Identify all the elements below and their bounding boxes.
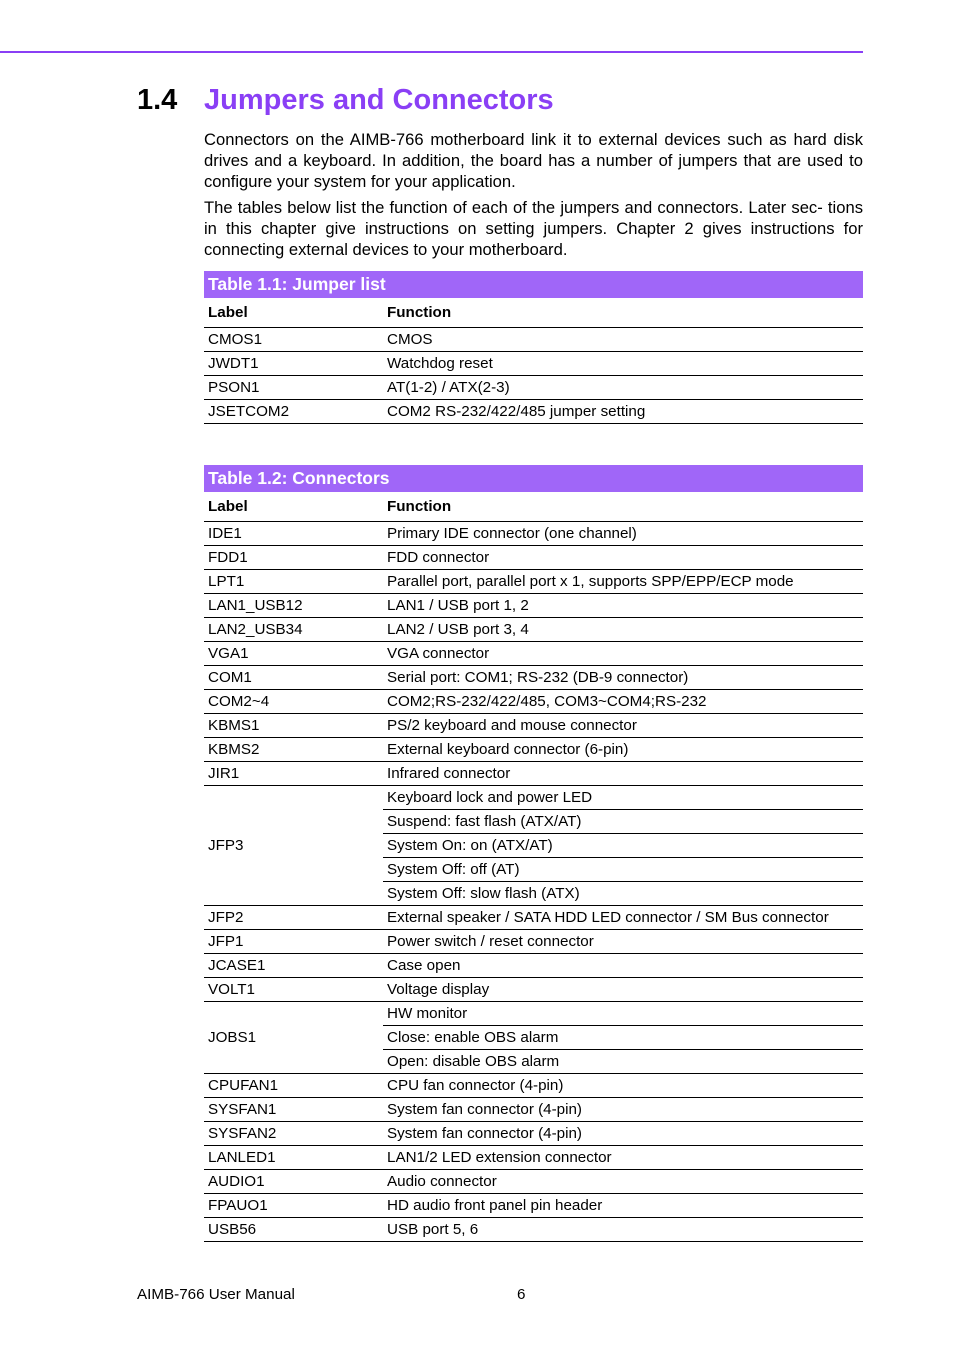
connector-table <box>204 492 863 1242</box>
table-row <box>204 328 863 352</box>
cell-function: Suspend: fast flash (ATX/AT) <box>383 810 863 834</box>
table-row <box>204 546 863 570</box>
table-row <box>204 570 863 594</box>
intro-paragraph-1: Connectors on the AIMB-766 motherboard link it to external devices such as hard disk drives and a keyboard. In addition, the board has a number of jumpers that are used to configure your system for your application. <box>204 130 863 191</box>
table-row <box>204 954 863 978</box>
table-row <box>204 1002 863 1026</box>
cell-label: LAN1_USB12 <box>204 594 383 618</box>
header-function: Function <box>383 298 863 328</box>
cell-label: COM2~4 <box>204 690 383 714</box>
cell-label: AUDIO1 <box>204 1170 383 1194</box>
connector-table-caption: Table 1.2: Connectors <box>204 465 863 492</box>
table-row <box>204 1098 863 1122</box>
cell-label: KBMS2 <box>204 738 383 762</box>
connector-table-body <box>204 522 863 1242</box>
cell-function: External keyboard connector (6-pin) <box>383 738 863 762</box>
table-row <box>204 522 863 546</box>
cell-label: JFP1 <box>204 930 383 954</box>
cell-label: FDD1 <box>204 546 383 570</box>
table-row <box>204 352 863 376</box>
table-header-row <box>204 492 863 522</box>
cell-function: AT(1-2) / ATX(2-3) <box>383 376 863 400</box>
cell-function: HW monitor <box>383 1002 863 1026</box>
table-row <box>204 1218 863 1242</box>
header-rule <box>0 51 863 53</box>
table-row <box>204 618 863 642</box>
cell-function: COM2;RS-232/422/485, COM3~COM4;RS-232 <box>383 690 863 714</box>
cell-function: LAN2 / USB port 3, 4 <box>383 618 863 642</box>
section-title: Jumpers and Connectors <box>204 84 554 116</box>
table-row <box>204 762 863 786</box>
cell-function: Audio connector <box>383 1170 863 1194</box>
jumper-table-caption: Table 1.1: Jumper list <box>204 271 863 298</box>
cell-function: Parallel port, parallel port x 1, supports SPP/EPP/ECP mode <box>383 570 863 594</box>
cell-label: CMOS1 <box>204 328 383 352</box>
table-row <box>204 642 863 666</box>
cell-function: LAN1 / USB port 1, 2 <box>383 594 863 618</box>
table-row <box>204 714 863 738</box>
table-row <box>204 978 863 1002</box>
cell-function: Watchdog reset <box>383 352 863 376</box>
cell-function: External speaker / SATA HDD LED connector / SM Bus connector <box>383 906 863 930</box>
cell-label: JFP3 <box>204 786 383 906</box>
cell-function: COM2 RS-232/422/485 jumper setting <box>383 400 863 424</box>
cell-function: Primary IDE connector (one channel) <box>383 522 863 546</box>
cell-label: JOBS1 <box>204 1002 383 1074</box>
table-row <box>204 594 863 618</box>
cell-label: LPT1 <box>204 570 383 594</box>
cell-function: HD audio front panel pin header <box>383 1194 863 1218</box>
cell-function: VGA connector <box>383 642 863 666</box>
cell-label: JWDT1 <box>204 352 383 376</box>
cell-function: CPU fan connector (4-pin) <box>383 1074 863 1098</box>
jumper-table <box>204 298 863 424</box>
cell-function: Case open <box>383 954 863 978</box>
cell-label: VGA1 <box>204 642 383 666</box>
table-row <box>204 376 863 400</box>
table-row <box>204 930 863 954</box>
header-label: Label <box>204 492 383 522</box>
cell-function: Serial port: COM1; RS-232 (DB-9 connector) <box>383 666 863 690</box>
table-header-row <box>204 298 863 328</box>
table-row <box>204 1146 863 1170</box>
cell-label: JCASE1 <box>204 954 383 978</box>
cell-label: LAN2_USB34 <box>204 618 383 642</box>
cell-function: System fan connector (4-pin) <box>383 1122 863 1146</box>
cell-function: System Off: off (AT) <box>383 858 863 882</box>
cell-function: Close: enable OBS alarm <box>383 1026 863 1050</box>
cell-function: CMOS <box>383 328 863 352</box>
footer-manual-title: AIMB-766 User Manual <box>137 1286 295 1303</box>
cell-function: Voltage display <box>383 978 863 1002</box>
cell-label: SYSFAN1 <box>204 1098 383 1122</box>
table-row <box>204 690 863 714</box>
table-row <box>204 1074 863 1098</box>
cell-label: JSETCOM2 <box>204 400 383 424</box>
section-number: 1.4 <box>137 84 178 116</box>
table-row <box>204 1194 863 1218</box>
cell-label: JFP2 <box>204 906 383 930</box>
cell-label: KBMS1 <box>204 714 383 738</box>
header-label: Label <box>204 298 383 328</box>
cell-function: PS/2 keyboard and mouse connector <box>383 714 863 738</box>
table-row <box>204 1170 863 1194</box>
footer-page-number: 6 <box>517 1286 526 1303</box>
cell-function: LAN1/2 LED extension connector <box>383 1146 863 1170</box>
cell-label: CPUFAN1 <box>204 1074 383 1098</box>
cell-label: LANLED1 <box>204 1146 383 1170</box>
table-row <box>204 906 863 930</box>
cell-function: System fan connector (4-pin) <box>383 1098 863 1122</box>
cell-function: FDD connector <box>383 546 863 570</box>
jumper-table-body <box>204 328 863 424</box>
table-row <box>204 1122 863 1146</box>
cell-function: USB port 5, 6 <box>383 1218 863 1242</box>
cell-label: VOLT1 <box>204 978 383 1002</box>
cell-label: USB56 <box>204 1218 383 1242</box>
table-row <box>204 786 863 810</box>
table-row <box>204 400 863 424</box>
cell-function: Power switch / reset connector <box>383 930 863 954</box>
cell-function: Keyboard lock and power LED <box>383 786 863 810</box>
cell-label: COM1 <box>204 666 383 690</box>
cell-function: Open: disable OBS alarm <box>383 1050 863 1074</box>
table-row <box>204 666 863 690</box>
cell-label: PSON1 <box>204 376 383 400</box>
cell-label: FPAUO1 <box>204 1194 383 1218</box>
cell-label: IDE1 <box>204 522 383 546</box>
table-row <box>204 738 863 762</box>
cell-label: JIR1 <box>204 762 383 786</box>
cell-label: SYSFAN2 <box>204 1122 383 1146</box>
header-function: Function <box>383 492 863 522</box>
cell-function: Infrared connector <box>383 762 863 786</box>
cell-function: System Off: slow flash (ATX) <box>383 882 863 906</box>
cell-function: System On: on (ATX/AT) <box>383 834 863 858</box>
intro-paragraph-2: The tables below list the function of each of the jumpers and connectors. Later sec- tions in this chapter give instructions on setting jumpers. Chapter 2 gives instructions for connecting external devices to your motherboard. <box>204 198 863 259</box>
